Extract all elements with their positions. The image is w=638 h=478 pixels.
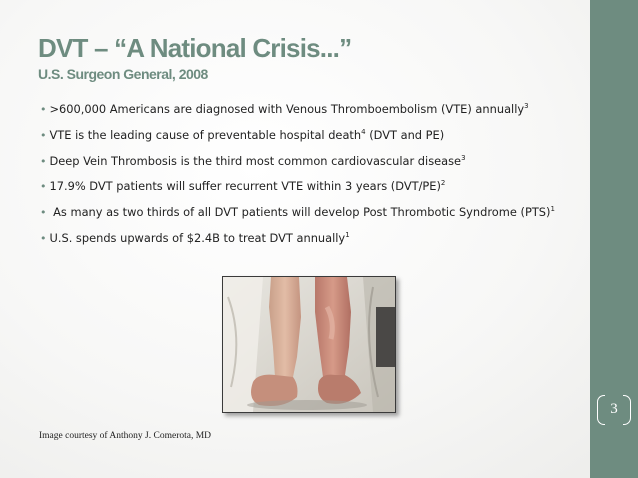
bullet-item: [40, 122, 585, 148]
page-number: 3: [610, 401, 618, 417]
bullet-dot-icon: •: [40, 231, 47, 245]
right-bracket-icon: [623, 395, 631, 425]
bullet-text: VTE is the leading cause of preventable hospital death: [49, 127, 362, 142]
reference-superscript: 2: [440, 179, 446, 188]
reference-superscript: 3: [524, 102, 529, 110]
dvt-legs-photo: [222, 276, 396, 413]
bullet-text: As many as two thirds of all DVT patients will develop Post Thrombotic Syndrome (PTS): [49, 205, 551, 220]
bullet-item: [40, 148, 585, 174]
bullet-dot-icon: •: [40, 128, 47, 142]
bullet-list: [40, 96, 585, 251]
bullet-item: [40, 96, 585, 122]
bullet-item: [40, 173, 585, 199]
slide-subtitle: U.S. Surgeon General, 2008: [38, 66, 208, 82]
bullet-dot-icon: •: [40, 103, 47, 116]
bullet-item: [40, 199, 585, 225]
slide-title: DVT – “A National Crisis...”: [38, 33, 352, 63]
page-number-badge: [595, 393, 633, 427]
bullet-text: >600,000 Americans are diagnosed with Venous Thromboembolism (VTE) annually: [49, 102, 525, 116]
legs-illustration-icon: [223, 277, 395, 412]
reference-superscript: 3: [461, 153, 466, 162]
bullet-text: U.S. spends upwards of $2.4B to treat DVT annually: [49, 230, 346, 245]
bullet-text-after: (DVT and PE): [365, 127, 445, 142]
bullet-dot-icon: •: [40, 154, 47, 168]
reference-superscript: 1: [345, 230, 350, 239]
reference-superscript: 1: [550, 205, 555, 214]
bullet-dot-icon: •: [40, 206, 47, 220]
image-credit: Image courtesy of Anthony J. Comerota, MD: [39, 431, 212, 441]
bullet-text: Deep Vein Thrombosis is the third most common cardiovascular disease: [49, 153, 462, 168]
reference-superscript: 4: [361, 127, 366, 136]
bullet-item: [40, 225, 585, 251]
bullet-text: 17.9% DVT patients will suffer recurrent VTE within 3 years (DVT/PE): [49, 179, 441, 194]
bullet-dot-icon: •: [40, 180, 47, 194]
